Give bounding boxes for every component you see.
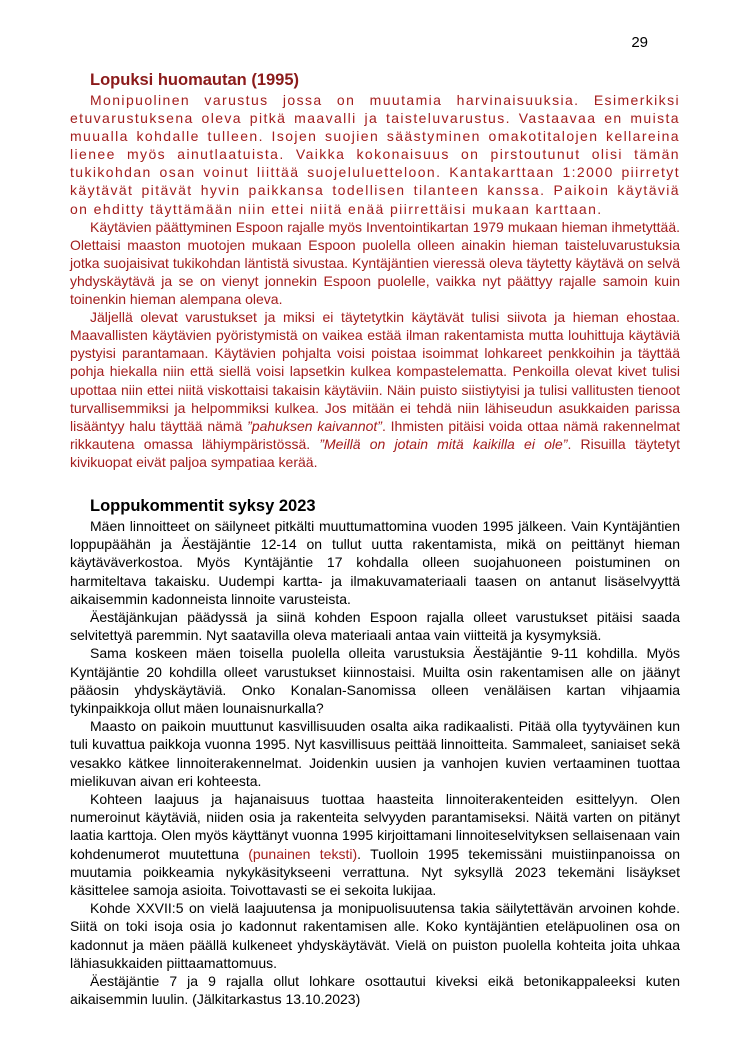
text-run: Maasto on paikoin muuttunut kasvillisuuden osalta aika radikaalisti. Pitää olla tyytyväinen kun tuli kuvattua paikkoja vuonna 1995. Nyt kasvillisuus peittää linnoitteita. Sammaleet, saniaiset sekä vesakko kätkee linnoiterakennelmat. Joidenkin uusien ja vanhojen kuvien vertaaminen tuottaa mielikuvan aivan eri kohteesta.: [70, 718, 680, 789]
text-run: . Risuilla täytetyt kivikuopat eivät paljoa sympatiaa kerää.: [70, 435, 680, 470]
paragraph: [70, 717, 680, 790]
text-run: Mäen linnoitteet on säilyneet pitkälti muuttumattomina vuoden 1995 jälkeen. Vain Kyntäjäntien loppupäähän ja Äestäjäntie 12-14 on tullut uutta rakentamista, mikä on peittänyt hieman käytäväverkostoa. Myös Kyntäjäntie 17 kohdalla olleen suojahuoneen poistuminen on harmiteltava takaisku. Uudempi kartta- ja ilmakuvamateriaali taasen on antanut lisäselvyyttä aikaisemmin kadonneista linnoite varusteista.: [70, 518, 680, 607]
emphasized-quote: ”Meillä on jotain mitä kaikilla ei ole”: [319, 435, 568, 452]
text-run: Monipuolinen varustus jossa on muutamia harvinaisuuksia. Esimerkiksi etuvarustuksena oleva pitkä maavalli ja taisteluvarustus. Vastaavaa en muista muualla kohdalle tulleen. Isojen suojien säästyminen omakotitalojen kellareina lienee myös ainutlaatuista. Vaikka kokonaisuus on pirstoutunut olisi tämän tukikohdan osan voinut liittää suojeluluetteloon. Kantakarttaan 1:2000 piirretyt käytävät pitävät hyvin paikkansa todellisen tilanteen kanssa. Paikoin käytäviä on ehditty täyttämään niin ettei niitä enää piirrettäisi mukaan karttaan.: [70, 92, 680, 217]
section-heading: Lopuksi huomautan (1995): [90, 71, 300, 89]
text-run: Käytävien päättyminen Espoon rajalle myös Inventointikartan 1979 mukaan hieman ihmetyttää. Olettaisi maaston muotojen mukaan Espoon puolella olleen ainakin hieman taisteluvarustuksia jotka suojaisivat tukikohdan läntistä sivustaa. Kyntäjäntien vieressä oleva täytetty käytävä on selvä yhdyskäytävä ja se on vienyt jonnekin Espoon puolelle, vaikka nyt päättyy rajalle samoin kuin toinenkin hieman alempana oleva.: [70, 218, 680, 308]
section-heading: Loppukommentit syksy 2023: [90, 497, 316, 515]
paragraph: [70, 517, 680, 608]
paragraph: [70, 218, 680, 308]
text-run: Äestäjäntie 7 ja 9 rajalla ollut lohkare osottautui kiveksi eikä betonikappaleeksi kuten aikaisemmin luulin. (Jälkitarkastus 13.10.2023): [70, 973, 680, 1008]
paragraph: [70, 972, 680, 1008]
paragraph: [70, 790, 680, 899]
paragraph: [70, 644, 680, 717]
text-run: Äestäjänkujan päädyssä ja siinä kohden Espoon rajalla olleet varustukset pitäisi saada selvitettyä paremmin. Nyt saatavilla oleva materiaali antaa vain viitteitä ja kysymyksiä.: [70, 609, 680, 644]
text-run: Kohteen laajuus ja hajanaisuus tuottaa haasteita linnoiterakenteiden esittelyyn. Olen numeroinut käytäviä, niiden osia ja rakenteita selvyyden parantamiseksi. Näitä varten on pitänyt laatia karttoja. Olen myös käyttänyt vuonna 1995 kirjoittamani linnoiteselvityksen sellaisenaan vain kohdenumerot muutettuna: [70, 791, 680, 862]
paragraph: [70, 899, 680, 972]
text-run: Jäljellä olevat varustukset ja miksi ei täytetytkin käytävät tulisi siivota ja hieman ehostaa. Maavallisten käytävien pyöristymistä on vaikea estää ilman rakentamista mutta louhittuja käytäviä pystyisi parantamaan. Käytävien pohjalta voisi poistaa isoimmat lohkareet penkkoihin ja täyttää pohja hiekalla niin että siellä voisi lapsetkin kulkea kompastelematta. Penkoilla olevat kivet tulisi upottaa niin ettei niitä viskottaisi takaisin käytäviin. Näin puisto siistiytyisi ja tulisi vallitusten tienoot turvallisemmiksi ja helpommiksi kulkea. Jos mitään ei tehdä niin lähiseudun asukkaiden parissa lisääntyy halu täyttää nämä: [70, 309, 680, 434]
paragraph: [70, 608, 680, 644]
paragraph: [70, 91, 680, 218]
section-2023-comments: [70, 496, 680, 1008]
text-run: . Tuolloin 1995 tekemissäni muistiinpanoissa on muutamia poikkeamia nykykäsitykseeni verrattuna. Nyt syksyllä 2023 tekemäni lisäykset käsittelee samoja asioita. Toivottavasti se ei sekoita lukijaa.: [70, 845, 680, 899]
section-1995-notes: [70, 70, 680, 471]
paragraph: [70, 308, 680, 471]
text-run: Sama koskeen mäen toisella puolella olleita varustuksia Äestäjäntie 9-11 kohdilla. Myös Kyntäjäntie 20 kohdilla olleet varustukset kiinnostaisi. Muilta osin rakentamisen alle on jäänyt pääosin yhdyskäytäviä. Onko Konalan-Sanomissa olleen venäläisen kartan vihjaamia tykinpaikkoja ollut mäen lounaisnurkalla?: [70, 645, 680, 717]
page-number: 29: [631, 34, 648, 51]
text-run: Kohde XXVII:5 on vielä laajuutensa ja monipuolisuutensa takia säilytettävän arvoinen kohde. Siitä on toki isoja osia jo kadonnut rakentamisen alle. Koko kyntäjäntien eteläpuolinen osa on kadonnut ja mäen päällä kulkeneet yhdyskäytävät. Vielä on puiston puolella kohteita joita uhkaa lähiasukkaiden piittaamattomuus.: [70, 900, 680, 971]
text-run: . Ihmisten pitäisi voida ottaa nämä rakennelmat rikkautena omassa lähiympäristössä.: [70, 417, 680, 452]
red-note: (punainen teksti): [248, 845, 358, 862]
emphasized-quote: ”pahuksen kaivannot”: [247, 417, 382, 434]
